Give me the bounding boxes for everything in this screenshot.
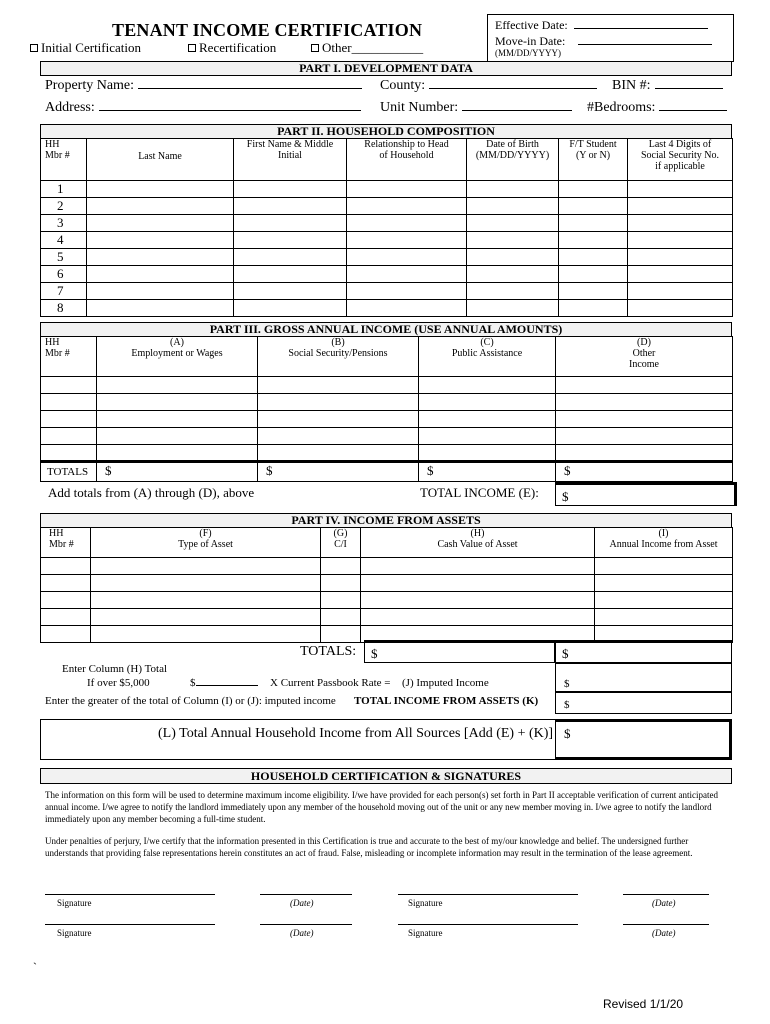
certification-title: HOUSEHOLD CERTIFICATION & SIGNATURES	[40, 768, 732, 784]
date-line[interactable]	[623, 924, 709, 925]
table-row	[41, 592, 733, 609]
date-label: (Date)	[290, 928, 314, 938]
county-row: County:	[380, 78, 597, 94]
bedrooms-field[interactable]	[659, 110, 727, 111]
column-header: HH Mbr #	[41, 528, 91, 558]
totals-label: TOTALS	[41, 462, 97, 482]
table-row	[41, 575, 733, 592]
assets-totals-label: TOTALS:	[300, 644, 357, 659]
table-row	[41, 215, 733, 232]
row-number: 4	[41, 232, 87, 249]
date-label: (Date)	[652, 898, 676, 908]
county-field[interactable]	[429, 88, 597, 89]
column-h-blank[interactable]	[196, 685, 258, 686]
table-row	[41, 609, 733, 626]
signature-label: Signature	[57, 928, 92, 938]
table-row	[41, 249, 733, 266]
other-option[interactable]: Other___________	[311, 40, 423, 56]
row-number: 5	[41, 249, 87, 266]
table-row	[41, 377, 733, 394]
signature-label: Signature	[57, 898, 92, 908]
add-totals-text: Add totals from (A) through (D), above	[48, 485, 255, 500]
date-label: (Date)	[652, 928, 676, 938]
column-header: (D) Other Income	[556, 337, 733, 377]
signature-label: Signature	[408, 928, 443, 938]
table-row	[41, 411, 733, 428]
total-income-label: TOTAL INCOME (E):	[420, 485, 539, 500]
total-h-field[interactable]: $	[364, 640, 555, 663]
column-header: Date of Birth (MM/DD/YYYY)	[467, 139, 559, 181]
revision-label: Revised 1/1/20	[603, 997, 684, 1011]
total-l-field[interactable]: $	[555, 719, 732, 760]
if-over-text: If over $5,000	[87, 677, 150, 689]
column-header: (H) Cash Value of Asset	[361, 528, 595, 558]
date-format-hint: (MM/DD/YYYY)	[495, 48, 561, 58]
checkbox-icon[interactable]	[30, 44, 38, 52]
table-header-row	[41, 337, 733, 377]
column-header: HH Mbr #	[41, 337, 97, 377]
household-composition-table	[40, 138, 733, 317]
column-header: Last 4 Digits of Social Security No. if applicable	[628, 139, 733, 181]
date-label: (Date)	[290, 898, 314, 908]
date-line[interactable]	[623, 894, 709, 895]
table-row	[41, 266, 733, 283]
signature-line[interactable]	[45, 894, 215, 895]
row-number: 7	[41, 283, 87, 300]
part4-title: PART IV. INCOME FROM ASSETS	[40, 513, 732, 528]
effective-date-label: Effective Date:	[495, 18, 568, 32]
column-header: (F) Type of Asset	[91, 528, 321, 558]
unit-number-field[interactable]	[462, 110, 572, 111]
certification-type-options	[30, 40, 423, 56]
initial-certification-option[interactable]: Initial Certification	[30, 40, 188, 56]
table-header-row	[41, 139, 733, 181]
gross-income-table	[40, 336, 733, 482]
table-row	[41, 428, 733, 445]
column-header: (C) Public Assistance	[419, 337, 556, 377]
table-row	[41, 558, 733, 575]
stray-mark: `	[33, 960, 37, 974]
table-row	[41, 445, 733, 462]
checkbox-icon[interactable]	[311, 44, 319, 52]
property-name-row: Property Name:	[45, 78, 362, 94]
part1-title: PART I. DEVELOPMENT DATA	[40, 61, 732, 76]
totals-row	[41, 462, 733, 482]
total-c[interactable]: $	[419, 462, 556, 482]
total-l-label: (L) Total Annual Household Income from All Sources [Add (E) + (K)]	[158, 726, 554, 741]
table-header-row	[41, 528, 733, 558]
signature-line[interactable]	[45, 924, 215, 925]
total-b[interactable]: $	[258, 462, 419, 482]
row-number: 1	[41, 181, 87, 198]
row-number: 8	[41, 300, 87, 317]
signature-line[interactable]	[398, 894, 578, 895]
imputed-income-j-field[interactable]: $	[555, 663, 732, 692]
total-i-field[interactable]: $	[555, 640, 732, 663]
table-row	[41, 198, 733, 215]
certification-paragraph-1: The information on this form will be used to determine maximum income eligibility. I/we have provided for each person(s) set forth in Part II acceptable verification of current anticipated annual income. I/we agree to notify the landlord immediately upon any member of the household moving out of the unit or any new member moving in. I/we agree to notify the landlord immediately upon any member becoming a full-time student.	[45, 790, 718, 824]
total-income-e-field[interactable]: $	[555, 482, 737, 506]
enter-greater-text: Enter the greater of the total of Column (I) or (J): imputed income	[45, 695, 336, 707]
table-row	[41, 394, 733, 411]
total-assets-label: TOTAL INCOME FROM ASSETS (K)	[354, 695, 539, 707]
column-header: First Name & Middle Initial	[234, 139, 347, 181]
table-row	[41, 283, 733, 300]
move-in-date-label: Move-in Date:	[495, 34, 566, 48]
column-header: (I) Annual Income from Asset	[595, 528, 733, 558]
column-header: Relationship to Head of Household	[347, 139, 467, 181]
date-line[interactable]	[260, 924, 352, 925]
table-row	[41, 300, 733, 317]
checkbox-icon[interactable]	[188, 44, 196, 52]
column-header: HH Mbr #	[41, 139, 87, 181]
imputed-income-label: (J) Imputed Income	[402, 677, 489, 689]
column-h-entry[interactable]: $	[190, 677, 258, 689]
part3-title: PART III. GROSS ANNUAL INCOME (USE ANNUAL AMOUNTS)	[40, 322, 732, 337]
table-row	[41, 181, 733, 198]
bin-row: BIN #:	[612, 78, 723, 94]
property-name-field[interactable]	[138, 88, 362, 89]
total-a[interactable]: $	[97, 462, 258, 482]
passbook-rate-text: X Current Passbook Rate =	[270, 677, 391, 689]
certification-paragraph-2: Under penalties of perjury, I/we certify that the information presented in this Certification is true and accurate to the best of my/our knowledge and belief. The undersigned further understands that providing false representations herein constitutes an act of fraud. False, misleading or incomplete information may result in the termination of the lease agreement.	[45, 836, 693, 858]
total-assets-k-field[interactable]: $	[555, 692, 732, 714]
unit-number-row: Unit Number:	[380, 100, 572, 116]
column-header: (A) Employment or Wages	[97, 337, 258, 377]
row-number: 6	[41, 266, 87, 283]
column-header: (G) C/I	[321, 528, 361, 558]
table-row	[41, 232, 733, 249]
enter-column-h-text: Enter Column (H) Total	[62, 663, 168, 675]
recertification-option[interactable]: Recertification	[188, 40, 311, 56]
total-d[interactable]: $	[556, 462, 733, 482]
assets-table	[40, 527, 733, 643]
signature-label: Signature	[408, 898, 443, 908]
form-title: TENANT INCOME CERTIFICATION	[112, 20, 423, 40]
row-number: 2	[41, 198, 87, 215]
bin-field[interactable]	[655, 88, 723, 89]
move-in-date-field[interactable]	[578, 44, 712, 45]
column-header: F/T Student (Y or N)	[559, 139, 628, 181]
address-row: Address:	[45, 100, 361, 116]
effective-date-field[interactable]	[574, 28, 708, 29]
address-field[interactable]	[99, 110, 361, 111]
bedrooms-row: #Bedrooms:	[587, 100, 727, 116]
row-number: 3	[41, 215, 87, 232]
signature-line[interactable]	[398, 924, 578, 925]
date-line[interactable]	[260, 894, 352, 895]
column-header: Last Name	[87, 139, 234, 181]
column-header: (B) Social Security/Pensions	[258, 337, 419, 377]
dates-box	[487, 14, 734, 62]
part2-title: PART II. HOUSEHOLD COMPOSITION	[40, 124, 732, 139]
